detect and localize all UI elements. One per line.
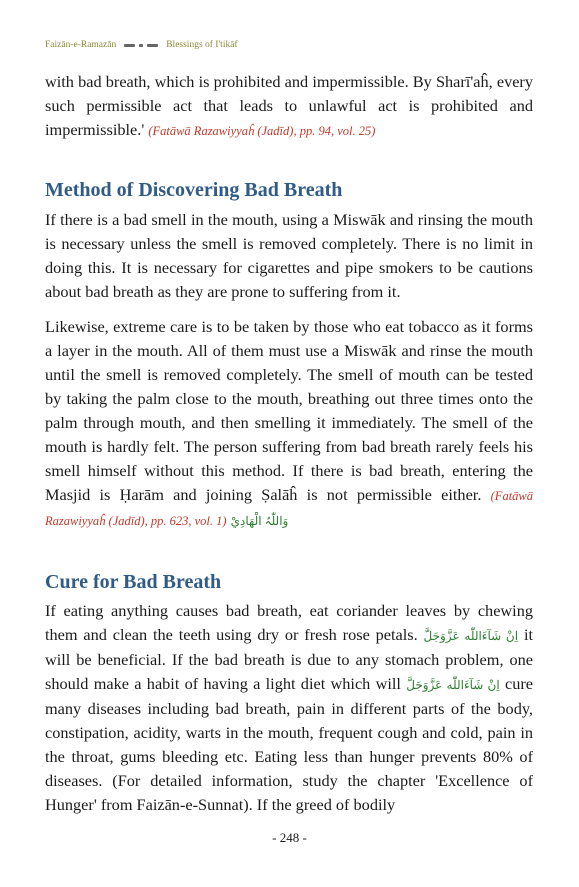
arabic-phrase: وَاللّٰہُ الْهَادِيْ [230, 514, 289, 528]
page-body [45, 70, 533, 817]
book-title: Faizān-e-Ramazān [45, 40, 117, 50]
intro-citation: (Fatāwā Razawiyyaĥ (Jadīd), pp. 94, vol. 25) [148, 124, 376, 138]
method-paragraph-1: If there is a bad smell in the mouth, using a Miswāk and rinsing the mouth is necessary unless the smell is removed completely. There is no limit in doing this. It is necessary for cigarettes and pipe smokers to be cautions about bad breath as they are prone to suffering from it. [45, 210, 533, 301]
heading-cure: Cure for Bad Breath [45, 571, 222, 593]
cure-paragraph: If eating anything causes bad breath, eat coriander leaves by chewing them and clean the teeth using dry or fresh rose petals. اِنْ شَآءَاللّٰه عَزَّوَجَلَّ it will be beneficial. If the bad breath is due to any stomach problem, one should make a habit of having a light diet which will اِنْ شَآءَاللّٰه عَزَّوَجَلَّ cure many diseases including bad breath, pain in different parts of the body, constipation, acidity, warts in the mouth, frequent cough and cold, pain in the throat, gums bleeding etc. Eating less than hunger prevents 80% of diseases. (For detailed information, study the chapter 'Excellence of Hunger' from Faizān-e-Sunnat). If the greed of bodily [45, 601, 533, 814]
page-number: - 248 - [272, 830, 307, 845]
header-separator [124, 44, 158, 47]
method-paragraph-2: Likewise, extreme care is to be taken by those who eat tobacco as it forms a layer in the mouth. All of them must use a Miswāk and rinse the mouth until the smell is removed completely. The smell of mouth can be tested by taking the palm close to the mouth, breathing out three times onto the palm through mouth, and then smelling it immediately. The smell of the mouth is hardly felt. The person suffering from bad breath rarely feels his smell himself without this method. If there is bad breath, entering the Masjid is Ḥarām and joining Ṣalāĥ is not permissible either. (Fatāwā Razawiyyaĥ (Jadīd), pp. 623, vol. 1) وَاللّٰہُ الْهَادِيْ [45, 317, 533, 528]
intro-paragraph: with bad breath, which is prohibited and impermissible. By Sharī'aĥ, every such permissible act that leads to unlawful act is prohibited and impermissible.' (Fatāwā Razawiyyaĥ (Jadīd), pp. 94, vol. 25) [45, 72, 533, 139]
arabic-phrase-inshallah-1: اِنْ شَآءَاللّٰه عَزَّوَجَلَّ [423, 629, 519, 643]
chapter-title: Blessings of I'tikāf [166, 40, 238, 50]
method-citation: (Fatāwā Razawiyyaĥ (Jadīd), pp. 623, vol. 1) [45, 489, 533, 528]
arabic-phrase-inshallah-2: اِنْ شَآءَاللّٰه عَزَّوَجَلَّ [406, 678, 500, 692]
heading-method: Method of Discovering Bad Breath [45, 179, 343, 201]
running-header [45, 40, 238, 50]
